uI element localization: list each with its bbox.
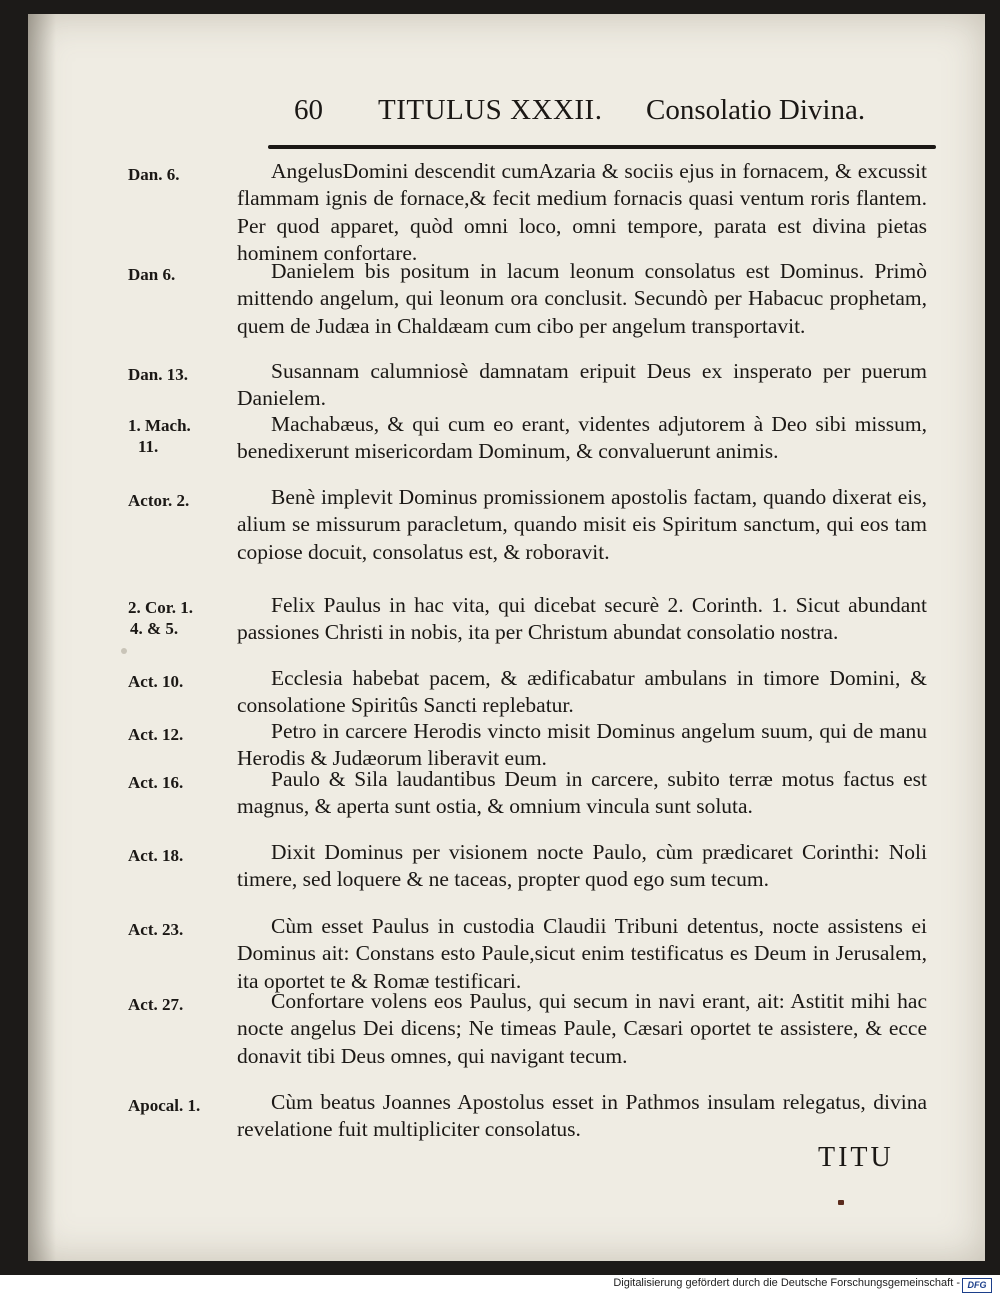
margin-reference: 1. Mach. 11. — [128, 416, 191, 456]
entry-text: Cùm beatus Joannes Apostolus esset in Pathmos insulam relegatus, divina revelatione fuit multipliciter consolatus. — [237, 1090, 927, 1142]
entry-text: Petro in carcere Herodis vincto misit Dominus angelum suum, qui de manu Herodis & Judæorum liberavit eum. — [237, 719, 927, 771]
entry-text: Machabæus, & qui cum eo erant, videntes adjutorem à Deo sibi missum, benedixerunt misericordam Dominum, & convaluerunt animis. — [237, 412, 927, 464]
margin-reference: Dan. 6. — [128, 165, 180, 184]
funding-credit: Digitalisierung gefördert durch die Deutsche Forschungsgemeinschaft - — [613, 1277, 960, 1289]
dfg-logo: DFG — [962, 1278, 992, 1293]
page-subtitle: Consolatio Divina. — [646, 94, 866, 126]
header-rule — [268, 145, 936, 149]
entry-text: Confortare volens eos Paulus, qui secum in navi erant, ait: Astitit mihi hac nocte angelus Dei dicens; Ne timeas Paule, Cæsari oportet te assistere, & ecce donavit tibi Deus omnes, qui navigant tecum. — [237, 989, 927, 1068]
entry-text: Benè implevit Dominus promissionem apostolis factam, quando dixerat eis, alium se missurum paracletum, quando misit eis Spiritum sanctum, qui eos tam copiose docuit, consolatus est, & roboravit. — [237, 485, 927, 564]
entry-text: AngelusDomini descendit cumAzaria & sociis ejus in fornacem, & excussit flammam ignis de fornace,& fecit medium fornacis quasi ventum roris flantem. Per quod apparet, quòd omni loco, omni tempore, parata est divina pietas hominem confortare. — [237, 159, 927, 265]
running-header — [266, 94, 946, 134]
entry-text: Felix Paulus in hac vita, qui dicebat securè 2. Corinth. 1. Sicut abundant passiones Christi in nobis, ita per Christum abundat consolatio nostra. — [237, 593, 927, 645]
page-number: 60 — [294, 94, 323, 126]
entry-text: Ecclesia habebat pacem, & ædificabatur ambulans in timore Domini, & consolatione Spiritûs Sancti replebatur. — [237, 666, 927, 718]
entry-text: Susannam calumniosè damnatam eripuit Deus ex insperato per puerum Danielem. — [237, 359, 927, 411]
entry-text: Cùm esset Paulus in custodia Claudii Tribuni detentus, nocte assistens ei Dominus ait: Constans esto Paule,sicut enim testificatus es Deum in Jerusalem, ita oportet te & Romæ testificari. — [237, 914, 927, 993]
margin-reference: Dan 6. — [128, 265, 176, 284]
margin-reference: Apocal. 1. — [128, 1096, 201, 1115]
entry-text: Danielem bis positum in lacum leonum consolatus est Dominus. Primò mittendo angelum, qui leonum ora conclusit. Secundò per Habacuc prophetam, quem de Judæa in Chaldæam cum cibo per angelum transportavit. — [237, 259, 927, 338]
margin-reference: 2. Cor. 1. 4. & 5. — [128, 598, 194, 638]
entry-text: Paulo & Sila laudantibus Deum in carcere, subito terræ motus factus est magnus, & aperta sunt ostia, & omnium vincula sunt soluta. — [237, 767, 927, 819]
margin-reference: Actor. 2. — [128, 491, 190, 510]
catchword: TITU — [818, 1142, 894, 1173]
margin-reference: Act. 10. — [128, 672, 184, 691]
ink-mark — [838, 1200, 844, 1205]
margin-reference: Act. 12. — [128, 725, 184, 744]
digitization-footer — [0, 1275, 1000, 1295]
margin-reference: Dan. 13. — [128, 365, 188, 384]
margin-reference: Act. 27. — [128, 995, 184, 1014]
page-title: TITULUS XXXII. — [378, 94, 603, 126]
paper-speck — [121, 648, 127, 654]
margin-reference: Act. 16. — [128, 773, 184, 792]
margin-reference: Act. 23. — [128, 920, 184, 939]
book-page — [28, 14, 985, 1261]
entry-text: Dixit Dominus per visionem nocte Paulo, cùm prædicaret Corinthi: Noli timere, sed loquere & ne taceas, propter quod ego sum tecum. — [237, 840, 927, 892]
margin-reference: Act. 18. — [128, 846, 184, 865]
